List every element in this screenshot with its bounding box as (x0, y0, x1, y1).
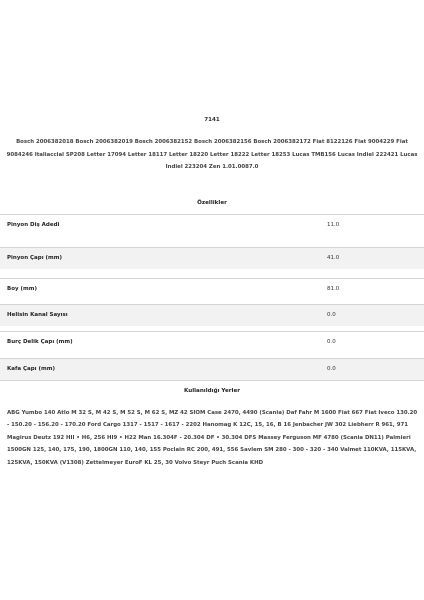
spec-row-helix-channels (0, 304, 424, 326)
spec-value: 11.0 (327, 222, 340, 228)
spec-value: 0.0 (327, 366, 336, 372)
reference-numbers: Bosch 2006382018 Bosch 2006382019 Bosch 2006382152 Bosch 2006382156 Bosch 2006382172 Fiat 8122126 Fiat 9004229 Fiat 9084246 Italiaccial SP208 Letter 17094 Letter 18117 Letter 18220 Letter 18222 Letter 18253 Lucas TMB156 Lucas Indiel 222421 Lucas Indiel 223204 Zen 1.01.0087.0 (6, 139, 418, 170)
table-divider (0, 380, 424, 381)
spec-row-pinion-teeth (0, 214, 424, 236)
spec-label: Burç Delik Çapı (mm) (7, 339, 73, 345)
spec-value: 0.0 (327, 339, 336, 345)
spec-row-pinion-diameter (0, 247, 424, 269)
product-code: 7141 (204, 117, 220, 123)
features-heading: Özellikler (197, 200, 227, 206)
spec-row-length (0, 278, 424, 300)
spec-row-bushing-bore (0, 331, 424, 353)
spec-value: 41.0 (327, 255, 340, 261)
spec-label: Pinyon Çapı (mm) (7, 255, 62, 261)
usage-text: ABG Yumbo 140 Atlo M 32 S, M 42 S, M 52 S, M 62 S, MZ 42 SIOM Case 2470, 4490 (Scania) Daf Fahr M 1600 Fiat 667 Fiat Iveco 130.20 - 150.20 - 156.20 - 170.20 Ford Cargo 1317 - 1517 - 1617 - 2202 Hanomag K 12C, 15, 16, B 16 Jenbacher JW 302 Liebherr R 961, 971 Magirus Deutz 192 HII • H6, 256 HI9 • H22 Man 16.304F - 20.304 DF • 30.304 DFS Massey Ferguson MF 4780 (Scania DN11) Palmieri 1500GN 125, 140, 175, 190, 1800GN 110, 140, 155 Poclain RC 200, 491, 556 Savlem SM 280 - 300 - 320 - 340 Valmet 110KVA, 115KVA, 125KVA, 150KVA (V1308) Zettelmeyer EuroF KL 25, 30 Volvo Steyr Puch Scania KHD (7, 410, 418, 466)
spec-label: Helisin Kanal Sayısı (7, 312, 68, 318)
spec-value: 0.0 (327, 312, 336, 318)
usage-heading: Kullanıldığı Yerler (184, 388, 240, 394)
spec-label: Kafa Çapı (mm) (7, 366, 55, 372)
spec-value: 81.0 (327, 286, 340, 292)
spec-label: Pinyon Diş Adedi (7, 222, 60, 228)
spec-row-head-diameter (0, 358, 424, 380)
spec-label: Boy (mm) (7, 286, 37, 292)
